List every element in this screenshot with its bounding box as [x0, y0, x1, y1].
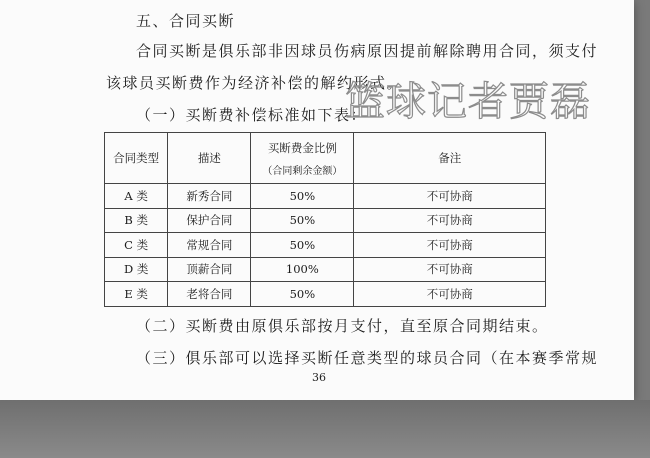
- page-gap: [0, 400, 650, 458]
- subsection-3: （三）俱乐部可以选择买断任意类型的球员合同（在本赛季常规: [136, 349, 599, 367]
- subsection-2: （二）买断费由原俱乐部按月支付，直至原合同期结束。: [136, 317, 549, 335]
- header-ratio-sublabel: （合同剩余金额）: [262, 165, 343, 177]
- table-row: [105, 282, 546, 307]
- table-row: [105, 184, 546, 209]
- table-row: [105, 257, 546, 282]
- cell-note: 不可协商: [354, 233, 546, 258]
- cell-type: D 类: [105, 257, 168, 282]
- cell-desc: 顶薪合同: [168, 257, 251, 282]
- header-description: 描述: [168, 133, 251, 184]
- cell-ratio: 50%: [251, 208, 354, 233]
- cell-desc: 新秀合同: [168, 184, 251, 209]
- cell-type: A 类: [105, 184, 168, 209]
- cell-desc: 常规合同: [168, 233, 251, 258]
- watermark: 篮球记者贾磊: [345, 79, 591, 125]
- cell-desc: 老将合同: [168, 282, 251, 307]
- cell-note: 不可协商: [354, 282, 546, 307]
- page-number: 36: [312, 371, 326, 384]
- cell-ratio: 100%: [251, 257, 354, 282]
- cell-desc: 保护合同: [168, 208, 251, 233]
- table-row: [105, 208, 546, 233]
- cell-type: C 类: [105, 233, 168, 258]
- header-ratio: [251, 133, 354, 184]
- cell-type: E 类: [105, 282, 168, 307]
- cell-ratio: 50%: [251, 184, 354, 209]
- cell-ratio: 50%: [251, 233, 354, 258]
- section-heading: 五、合同买断: [136, 12, 236, 30]
- cell-ratio: 50%: [251, 282, 354, 307]
- header-ratio-label: 买断费金比例: [267, 140, 337, 155]
- paragraph-line-2: 该球员买断费作为经济补偿的解约形式。: [106, 74, 404, 92]
- header-contract-type: 合同类型: [105, 133, 168, 184]
- cell-note: 不可协商: [354, 257, 546, 282]
- cell-note: 不可协商: [354, 184, 546, 209]
- subsection-1: （一）买断费补偿标准如下表：: [136, 106, 368, 124]
- paragraph-line-1: 合同买断是俱乐部非因球员伤病原因提前解除聘用合同，须支付: [136, 42, 599, 60]
- table-row: [105, 233, 546, 258]
- cell-type: B 类: [105, 208, 168, 233]
- buyout-fee-table: [104, 132, 546, 307]
- cell-note: 不可协商: [354, 208, 546, 233]
- header-note: 备注: [354, 133, 546, 184]
- table-header-row: [105, 133, 546, 184]
